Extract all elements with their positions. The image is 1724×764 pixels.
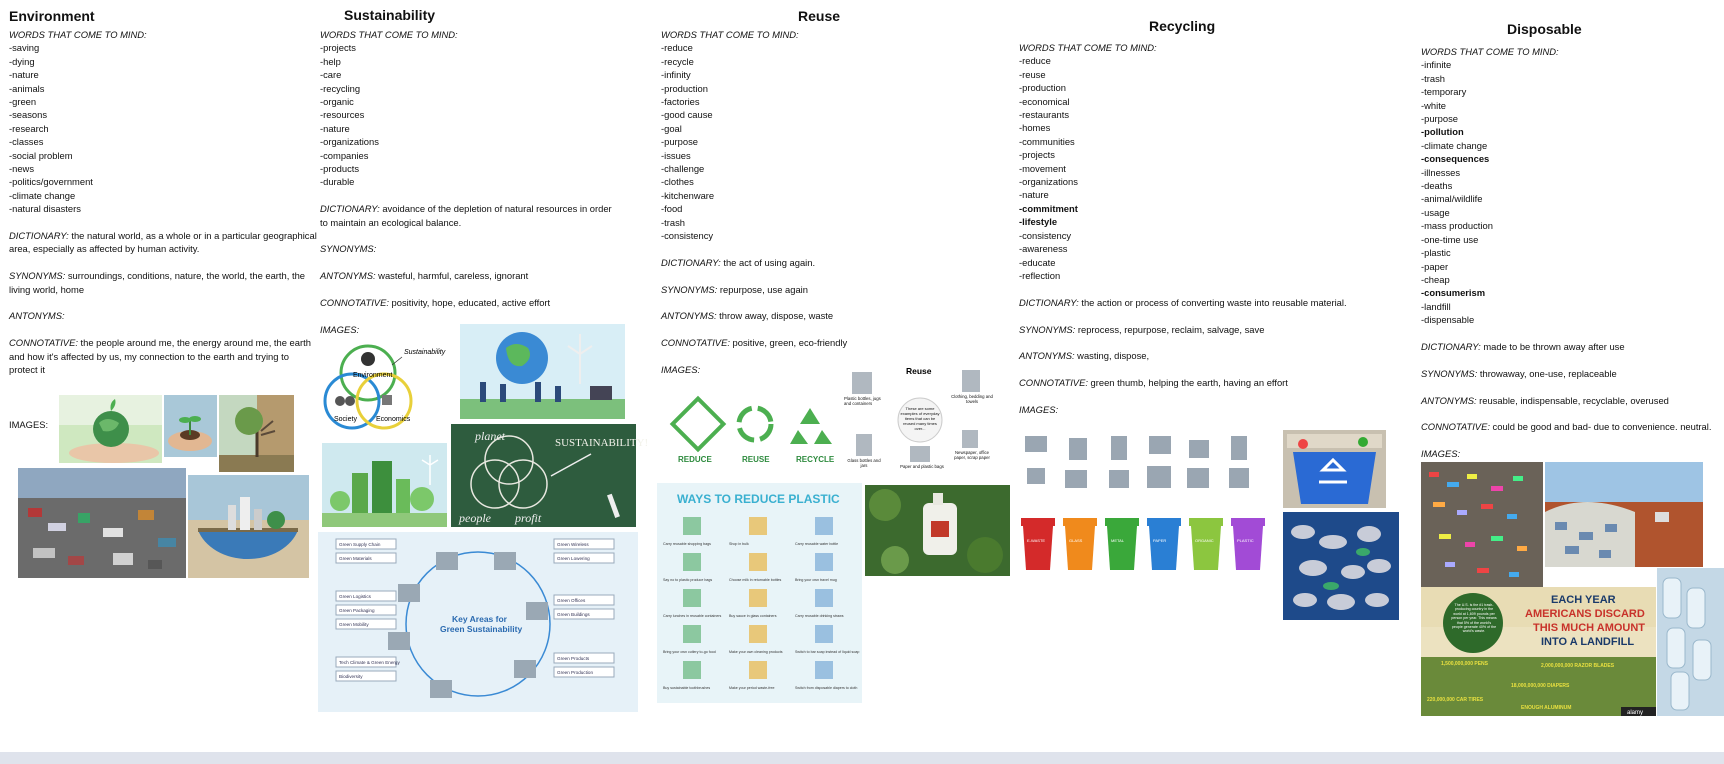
word-item: -saving	[9, 42, 40, 54]
synonyms-entry: SYNONYMS:	[320, 243, 377, 255]
word-item: -projects	[1019, 149, 1055, 161]
chalk-profit-label: profit	[515, 511, 542, 525]
word-item: -resources	[320, 109, 365, 121]
plastic-item-icon	[815, 517, 833, 535]
synonyms-entry: SYNONYMS: reprocess, repurpose, reclaim, salvage, save	[1019, 323, 1265, 335]
word-item: -landfill	[1421, 300, 1451, 312]
plastic-bottles-image	[1657, 568, 1724, 716]
word-item: -natural disasters	[9, 203, 81, 215]
environment-text	[9, 28, 319, 377]
word-item: -communities	[1019, 135, 1075, 147]
key-area-item: Tech Climate & Green Energy	[339, 660, 400, 665]
plastic-item-icon	[749, 553, 767, 571]
connotative-entry: CONNOTATIVE: could be good and bad- due to convenience. neutral.	[1421, 421, 1712, 433]
key-area-item: Green Packaging	[339, 608, 375, 613]
word-item: -white	[1421, 99, 1447, 111]
reuse-item-plastic: Plastic bottles, jugs and containers	[844, 396, 881, 406]
green-city-illustration	[322, 443, 447, 527]
key-area-item: Green Lowering	[557, 556, 590, 561]
bin-lid	[1021, 518, 1055, 526]
word-item: -consumerism	[1421, 287, 1486, 299]
images-label: IMAGES:	[661, 364, 701, 376]
word-item: -infinity	[661, 69, 691, 81]
landfill-poster-image	[1421, 587, 1656, 716]
poster-line-2: AMERICANS DISCARD	[1525, 608, 1645, 620]
word-item: -news	[9, 163, 35, 175]
dictionary-entry: DICTIONARY: the act of using again.	[661, 256, 816, 268]
word-item: -awareness	[1019, 243, 1068, 255]
word-item: -consequences	[1421, 153, 1490, 165]
bin-lid	[1189, 518, 1223, 526]
word-item: -climate change	[1421, 139, 1488, 151]
blue-recycling-bin-image	[1283, 430, 1386, 508]
plastic-caption: Carry reusable water bottle	[795, 542, 839, 546]
word-item: -research	[9, 122, 49, 134]
word-item: -temporary	[1421, 86, 1467, 98]
recycling-bin	[1107, 526, 1137, 570]
plastic-caption: Shop in bulk	[729, 542, 749, 546]
plastic-caption: Switch from disposable diapers to cloth	[795, 686, 858, 690]
word-item: -educate	[1019, 256, 1056, 268]
word-item: -economical	[1019, 95, 1070, 107]
plastic-item-icon	[749, 625, 767, 643]
word-item: -good cause	[661, 109, 713, 121]
word-item: -reduce	[1019, 55, 1051, 67]
plastic-item-icon	[683, 661, 701, 679]
word-item: -cheap	[1421, 273, 1450, 285]
word-item: -reduce	[661, 42, 693, 54]
word-item: -projects	[320, 42, 356, 54]
words-label: WORDS THAT COME TO MIND:	[320, 29, 458, 40]
word-item: -animals	[9, 82, 45, 94]
word-item: -food	[661, 203, 683, 215]
plastic-item-icon	[683, 553, 701, 571]
word-item: -production	[1019, 82, 1066, 94]
word-item: -politics/government	[9, 176, 93, 188]
word-item: -movement	[1019, 162, 1066, 174]
synonyms-entry: SYNONYMS: repurpose, use again	[661, 283, 808, 295]
dump-site-image	[1545, 462, 1703, 567]
words-list	[320, 41, 620, 188]
words-list	[1019, 54, 1364, 282]
people-earth-illustration	[460, 324, 625, 419]
landfill-image	[18, 468, 186, 578]
words-label: WORDS THAT COME TO MIND:	[661, 29, 799, 40]
plastic-item-icon	[815, 589, 833, 607]
word-item: -factories	[661, 96, 700, 108]
plastic-item-icon	[815, 625, 833, 643]
bottom-strip	[0, 752, 1724, 764]
word-item: -consistency	[1019, 229, 1072, 241]
venn-environment-label: Environment	[353, 372, 393, 379]
ways-to-reduce-plastic-image	[657, 483, 862, 703]
word-item: -help	[320, 55, 341, 67]
word-item: -clothes	[661, 176, 694, 188]
chalkboard-image	[451, 424, 649, 527]
images-label: IMAGES:	[1019, 403, 1059, 415]
plastic-caption: Switch to bar soap instead of liquid soap	[795, 650, 860, 654]
plastic-item-icon	[749, 661, 767, 679]
images-label: IMAGES:	[1421, 448, 1461, 460]
chalk-planet-label: planet	[475, 429, 505, 443]
key-area-item: Green Buildings	[557, 612, 590, 617]
word-item: -climate change	[9, 189, 76, 201]
word-item: -seasons	[9, 109, 48, 121]
reuse-label: REUSE	[742, 455, 770, 464]
poster-stat: 2,000,000,000 RAZOR BLADES	[1541, 663, 1615, 669]
words-list	[661, 41, 991, 242]
plastic-item-icon	[683, 589, 701, 607]
recycling-bin	[1023, 526, 1053, 570]
word-item: -recycle	[661, 55, 694, 67]
key-area-item: Green Logistics	[339, 594, 371, 599]
word-item: -illnesses	[1421, 166, 1461, 178]
word-item: -challenge	[661, 163, 705, 175]
dictionary-entry: DICTIONARY: the natural world, as a whole or in a particular geographical area, especially as affected by human activity.	[9, 230, 317, 255]
key-area-item: Green Wireless	[557, 542, 589, 547]
seedling-hands-image	[164, 395, 217, 457]
half-earth-city-image	[188, 475, 309, 578]
plastic-caption: Carry lunches in reusable containers	[663, 614, 722, 618]
reuse-item-paper: Newspaper, office paper, scrap paper	[954, 450, 990, 460]
chalk-people-label: people	[459, 511, 491, 525]
chalk-title-label: SUSTAINABILITY!	[555, 437, 649, 449]
word-item: -dying	[9, 55, 35, 67]
word-item: -green	[9, 96, 37, 108]
recycle-label: RECYCLE	[796, 455, 835, 464]
plastic-caption: Make your period waste-free	[729, 686, 775, 690]
reuse-item-clothing: Clothing, bedding and towels	[951, 394, 993, 404]
word-item: -recycling	[320, 82, 361, 94]
word-item: -nature	[1019, 189, 1049, 201]
reuse-item-bags: Paper and plastic bags	[900, 464, 944, 469]
word-item: -care	[320, 69, 342, 81]
reuse-title: Reuse	[798, 8, 841, 24]
word-item: -one-time use	[1421, 233, 1479, 245]
venn-sustainability-label: Sustainability	[404, 349, 446, 356]
word-item: -nature	[320, 122, 350, 134]
venn-economics-label: Economics	[376, 416, 411, 423]
word-item: -consistency	[661, 230, 714, 242]
recycling-bin	[1233, 526, 1263, 570]
reuse-text	[661, 28, 991, 376]
word-item: -nature	[9, 69, 39, 81]
word-item: -products	[320, 163, 360, 175]
word-item: -dispensable	[1421, 314, 1475, 326]
antonyms-entry: ANTONYMS: reusable, indispensable, recyclable, overused	[1421, 394, 1669, 406]
venn-society-label: Society	[334, 416, 357, 423]
key-areas-title-1: Key Areas for	[452, 614, 507, 624]
antonyms-entry: ANTONYMS: wasting, dispose,	[1019, 350, 1150, 362]
reuse-diagram-title: Reuse	[906, 366, 932, 376]
milk-jug-feeder-image	[865, 485, 1010, 576]
images-label: IMAGES:	[320, 323, 360, 335]
word-item: -organic	[320, 96, 354, 108]
venn-diagram-image	[318, 339, 452, 439]
word-item: -commitment	[1019, 202, 1078, 214]
bin-label: PLASTIC	[1237, 538, 1254, 543]
dictionary-entry: DICTIONARY: avoidance of the depletion of natural resources in order to maintain an ecological balance.	[320, 203, 612, 228]
connotative-entry: CONNOTATIVE: positive, green, eco-friendly	[661, 337, 848, 349]
poster-watermark: alamy	[1627, 710, 1644, 716]
key-areas-title-2: Green Sustainability	[440, 624, 523, 634]
words-label: WORDS THAT COME TO MIND:	[9, 29, 147, 40]
poster-stat: 1,500,000,000 PENS	[1441, 661, 1488, 667]
word-item: -trash	[1421, 72, 1445, 84]
reuse-item-glass: Glass bottles and jars	[847, 458, 881, 468]
word-item: -social problem	[9, 149, 73, 161]
word-item: -restaurants	[1019, 109, 1070, 121]
key-area-item: Green Supply Chain	[339, 542, 381, 547]
plastic-caption: Buy sauce in glass containers	[729, 614, 777, 618]
recycling-bin	[1065, 526, 1095, 570]
word-item: -purpose	[1421, 113, 1459, 125]
word-item: -durable	[320, 176, 355, 188]
connotative-entry: CONNOTATIVE: the people around me, the energy around me, the earth and how it's affected by us, my connection to the earth and trying to protect it	[9, 337, 311, 376]
antonyms-entry: ANTONYMS: throw away, dispose, waste	[661, 310, 834, 322]
recycling-bin	[1191, 526, 1221, 570]
connotative-entry: CONNOTATIVE: green thumb, helping the earth, having an effort	[1019, 377, 1288, 389]
bin-lid	[1063, 518, 1097, 526]
words-label: WORDS THAT COME TO MIND:	[1421, 46, 1559, 57]
plastic-caption: Carry reusable shopping bags	[663, 542, 711, 546]
word-item: -deaths	[1421, 180, 1453, 192]
antonyms-entry: ANTONYMS: wasteful, harmful, careless, ignorant	[320, 270, 529, 282]
recycling-bin	[1149, 526, 1179, 570]
beach-trash-image	[1421, 462, 1543, 587]
plastic-item-icon	[749, 517, 767, 535]
bin-label: ORGANIC	[1195, 538, 1214, 543]
word-item: -mass production	[1421, 220, 1493, 232]
word-item: -goal	[661, 122, 682, 134]
words-label: WORDS THAT COME TO MIND:	[1019, 42, 1157, 53]
plastic-item-icon	[815, 553, 833, 571]
word-item: -plastic	[1421, 247, 1451, 259]
word-item: -reflection	[1019, 269, 1061, 281]
plastic-item-icon	[749, 589, 767, 607]
plastic-item-icon	[683, 517, 701, 535]
plastic-caption: Bring your own cutlery to-go food	[663, 650, 716, 654]
bin-lid	[1105, 518, 1139, 526]
plastic-caption: Make your own cleaning products	[729, 650, 783, 654]
bin-label: METAL	[1111, 538, 1125, 543]
dry-tree-image	[219, 395, 294, 472]
plastic-item-icon	[683, 625, 701, 643]
poster-line-3: THIS MUCH AMOUNT	[1533, 622, 1646, 634]
plastic-title: WAYS TO REDUCE PLASTIC	[677, 492, 840, 506]
crushed-cans-image	[1283, 512, 1399, 620]
plastic-caption: Buy sustainable toothbrushes	[663, 686, 711, 690]
word-item: -pollution	[1421, 126, 1464, 138]
key-area-item: Biodiversity	[339, 674, 363, 679]
word-item: -homes	[1019, 122, 1051, 134]
poster-line-1: EACH YEAR	[1551, 594, 1616, 606]
reuse-diagram-center: These are some examples of everyday items that can be reused many times over...	[900, 406, 940, 431]
poster-blurb: The U.S. is the #1 trash-producing country in the world at 1,609 pounds per person per year. This means that 5% of the world's people generate 40% of the world's waste.	[1451, 603, 1497, 634]
plastic-item-icon	[815, 661, 833, 679]
word-item: -production	[661, 82, 708, 94]
word-item: -infinite	[1421, 59, 1452, 71]
word-item: -organizations	[320, 136, 379, 148]
word-item: -kitchenware	[661, 189, 715, 201]
sustainability-title: Sustainability	[344, 7, 436, 23]
reduce-reuse-recycle-image	[670, 400, 840, 468]
word-item: -organizations	[1019, 176, 1078, 188]
word-item: -classes	[9, 136, 44, 148]
words-list	[9, 41, 319, 215]
word-item: -reuse	[1019, 68, 1046, 80]
synonyms-entry: SYNONYMS: throwaway, one-use, replaceable	[1421, 367, 1617, 379]
synonyms-entry: SYNONYMS: surroundings, conditions, nature, the world, the earth, the living world, home	[9, 270, 305, 295]
recycling-text	[1019, 41, 1364, 416]
connotative-entry: CONNOTATIVE: positivity, hope, educated, active effort	[320, 297, 551, 309]
disposable-title: Disposable	[1507, 21, 1582, 37]
bin-label: PAPER	[1153, 538, 1167, 543]
dictionary-entry: DICTIONARY: the action or process of converting waste into reusable material.	[1019, 296, 1347, 308]
reduce-label: REDUCE	[678, 455, 712, 464]
recycling-title: Recycling	[1149, 18, 1216, 34]
word-item: -trash	[661, 216, 685, 228]
words-list	[1421, 58, 1721, 326]
plastic-caption: Carry reusable drinking straws	[795, 614, 844, 618]
key-area-item: Green Mobility	[339, 622, 369, 627]
poster-stat: 18,000,000,000 DIAPERS	[1511, 683, 1570, 689]
word-item: -usage	[1421, 206, 1450, 218]
key-area-item: Green Products	[557, 656, 590, 661]
key-area-item: Green Production	[557, 670, 594, 675]
reuse-items-diagram	[844, 362, 994, 477]
hand-globe-image	[59, 395, 162, 463]
key-area-item: Green Offices	[557, 598, 586, 603]
word-item: -purpose	[661, 136, 699, 148]
word-item: -lifestyle	[1019, 216, 1058, 228]
word-item: -companies	[320, 149, 369, 161]
disposable-text	[1421, 45, 1721, 461]
word-item: -issues	[661, 149, 691, 161]
plastic-caption: Bring your own travel mug	[795, 578, 837, 582]
antonyms-entry: ANTONYMS:	[9, 310, 65, 322]
poster-stat: 220,000,000 CAR TIRES	[1427, 697, 1484, 703]
plastic-caption: Choose milk in returnable bottles	[729, 578, 782, 582]
images-label: IMAGES:	[9, 419, 49, 430]
bin-lid	[1231, 518, 1265, 526]
plastic-caption: Say no to plastic produce bags	[663, 578, 713, 582]
word-item: -paper	[1421, 260, 1449, 272]
sustainability-text	[320, 28, 620, 336]
bin-lid	[1147, 518, 1181, 526]
key-area-item: Green Materials	[339, 556, 372, 561]
word-item: -animal/wildlife	[1421, 193, 1483, 205]
sorting-bins-image	[1019, 428, 1274, 578]
dictionary-entry: DICTIONARY: made to be thrown away after use	[1421, 340, 1625, 352]
poster-line-4: INTO A LANDFILL	[1541, 636, 1635, 648]
poster-stat: ENOUGH ALUMINUM	[1521, 705, 1572, 711]
bin-label: GLASS	[1069, 538, 1083, 543]
key-areas-image	[318, 532, 638, 712]
bin-label: E-WASTE	[1027, 538, 1046, 543]
environment-title: Environment	[9, 8, 95, 24]
